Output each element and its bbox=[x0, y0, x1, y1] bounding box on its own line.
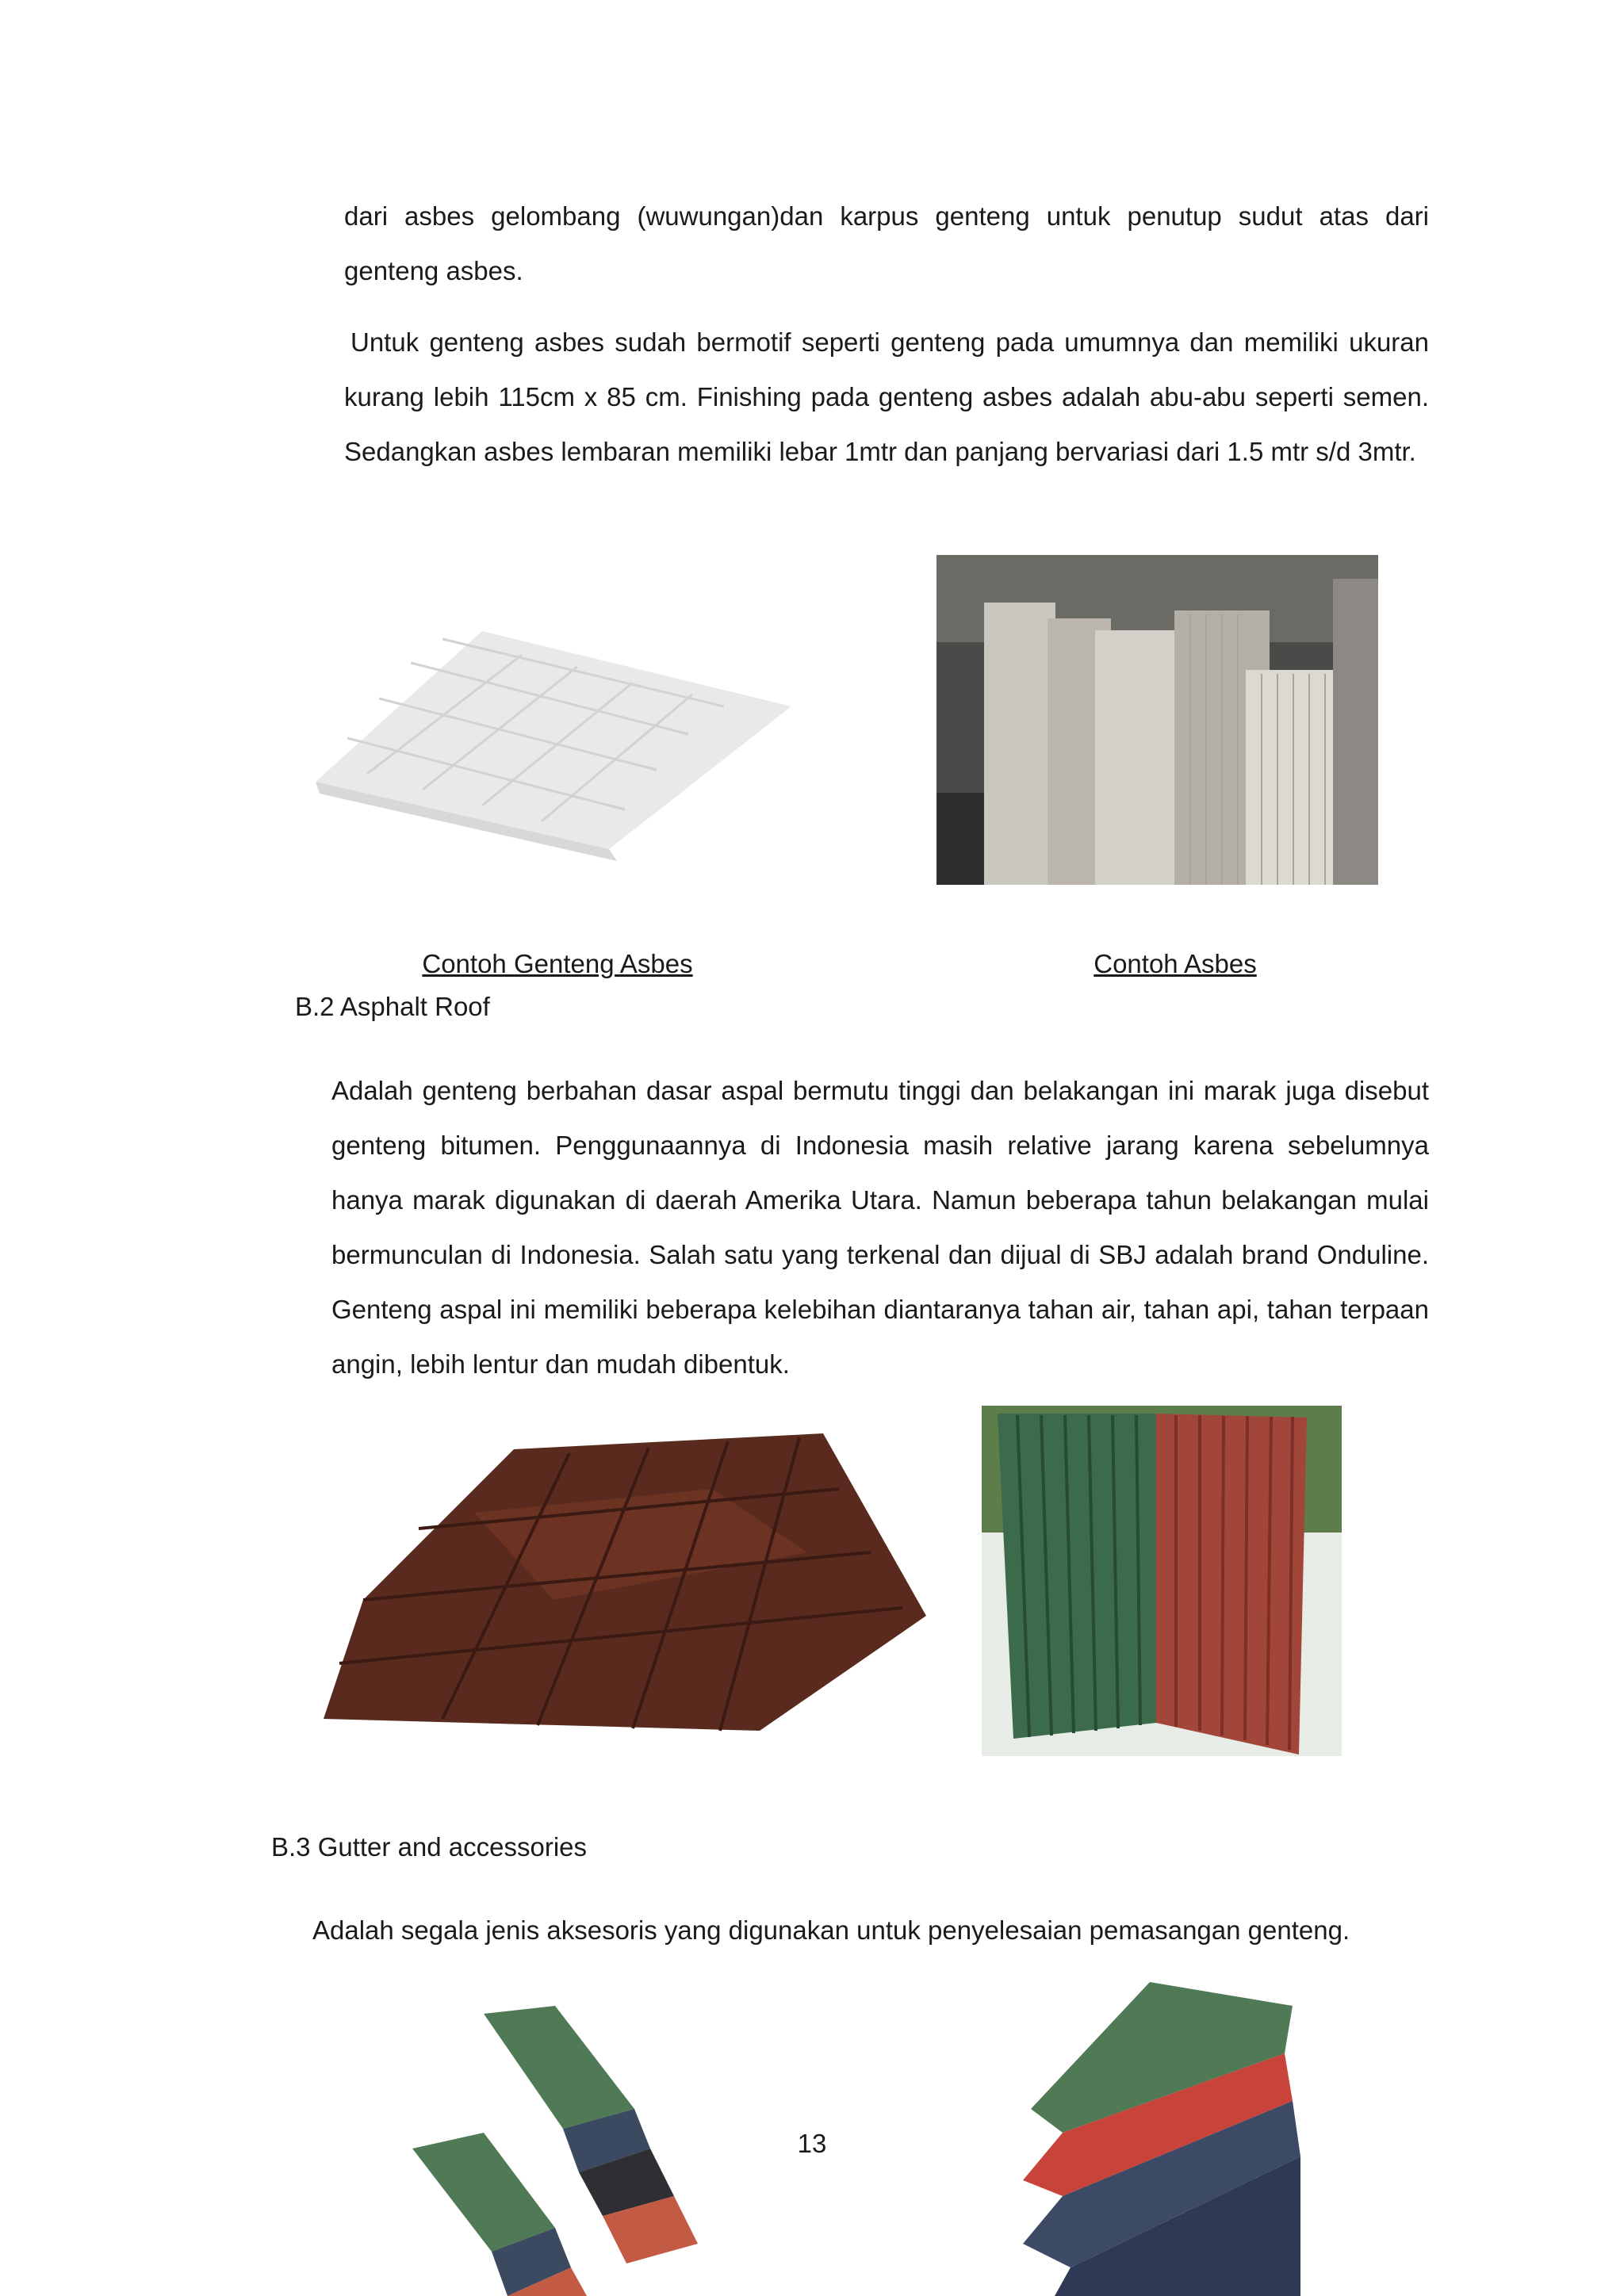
page-number: 13 bbox=[797, 2129, 827, 2158]
image-asbes-lembaran bbox=[936, 555, 1378, 885]
image-genteng-aspal bbox=[316, 1418, 926, 1735]
paragraph-gutter-accessories: Adalah segala jenis aksesoris yang digunakan untuk penyelesaian pemasangan genteng. bbox=[312, 1915, 1350, 1945]
paragraph-genteng-asbes: Untuk genteng asbes sudah bermotif seperti genteng pada umumnya dan memiliki ukuran kurang lebih 115cm x 85 cm. Finishing pada genteng asbes adalah abu-abu seperti semen. Sedangkan asbes lembaran memiliki lebar 1mtr dan panjang bervariasi dari 1.5 mtr s/d 3mtr. bbox=[344, 327, 1429, 466]
image-lembaran-aspal bbox=[982, 1406, 1342, 1756]
section-heading-asphalt-roof: B.2 Asphalt Roof bbox=[295, 992, 490, 1021]
paragraph-asphalt-roof: Adalah genteng berbahan dasar aspal bermutu tinggi dan belakangan ini marak juga disebut genteng bitumen. Penggunaannya di Indonesia masih relative jarang karena sebelumnya hanya marak digunakan di daerah Amerika Utara. Namun beberapa tahun belakangan mulai bermunculan di Indonesia. Salah satu yang terkenal dan dijual di SBJ adalah brand Onduline. Genteng aspal ini memiliki beberapa kelebihan diantaranya tahan air, tahan api, tahan terpaan angin, lebih lentur dan mudah dibentuk. bbox=[331, 1076, 1429, 1379]
caption-genteng-asbes: Contoh Genteng Asbes bbox=[422, 949, 693, 978]
image-genteng-asbes bbox=[292, 536, 806, 874]
caption-asbes: Contoh Asbes bbox=[1094, 949, 1257, 978]
section-heading-gutter-accessories: B.3 Gutter and accessories bbox=[271, 1832, 588, 1862]
paragraph-asbes-continuation: dari asbes gelombang (wuwungan)dan karpus genteng untuk penutup sudut atas dari genteng asbes. bbox=[344, 201, 1429, 285]
